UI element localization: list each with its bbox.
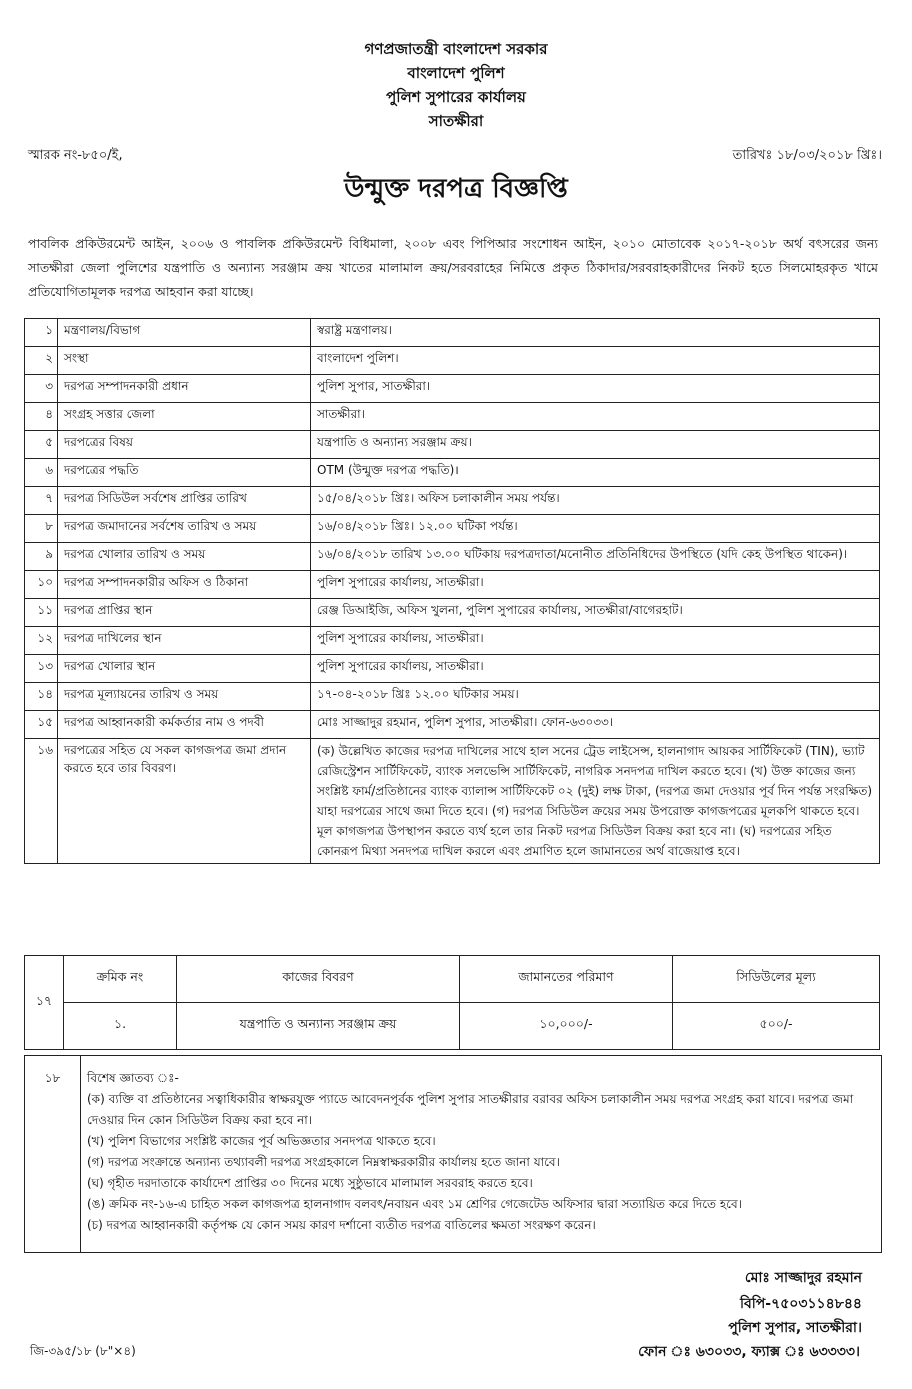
notes-title: বিশেষ জ্ঞাতব্য ঃ- [87, 1071, 179, 1085]
row-value: সাতক্ষীরা। [311, 403, 880, 431]
signatory-designation: পুলিশ সুপার, সাতক্ষীরা। [728, 1320, 862, 1336]
table-row [25, 375, 880, 403]
row-key: দরপত্র প্রাপ্তির স্থান [58, 599, 311, 627]
notice-date: তারিখঃ ১৮/০৩/২০১৮ খ্রিঃ। [732, 148, 882, 163]
row-number: ৯ [25, 543, 58, 571]
header-government: গণপ্রজাতন্ত্রী বাংলাদেশ সরকার [364, 40, 548, 58]
row-number: ৭ [25, 487, 58, 515]
table-row [25, 739, 880, 864]
row-value: স্বরাষ্ট্র মন্ত্রণালয়। [311, 319, 880, 347]
row-key: মন্ত্রণালয়/বিভাগ [58, 319, 311, 347]
price-table-header [25, 956, 880, 1003]
row-key: দরপত্রের বিষয় [58, 431, 311, 459]
table-row [25, 683, 880, 711]
row-number: ১০ [25, 571, 58, 599]
signatory-bp: বিপি-৭৫০৩১১৪৮৪৪ [739, 1296, 862, 1312]
row-number: ৬ [25, 459, 58, 487]
row-number: ১৭ [25, 956, 64, 1050]
row-key: সংস্থা [58, 347, 311, 375]
note-item: (ঙ) ক্রমিক নং-১৬-এ চাহিত সকল কাগজপত্র হালনাগাদ বলবৎ/নবায়ন এবং ১ম শ্রেণির গেজেটেড অফিসার দ্বারা সত্যায়িত করে দিতে হবে। [87, 1197, 742, 1211]
cell-security: ১০,০০০/- [460, 1003, 673, 1050]
cell-serial: ১. [64, 1003, 177, 1050]
table-row [25, 431, 880, 459]
note-item: (চ) দরপত্র আহ্বানকারী কর্তৃপক্ষ যে কোন সময় কারণ দর্শানো ব্যতীত দরপত্র বাতিলের ক্ষমতা সংরক্ষণ করেন। [87, 1218, 596, 1232]
row-key: দরপত্র সম্পাদনকারীর অফিস ও ঠিকানা [58, 571, 311, 599]
row-value: ১৫/০৪/২০১৮ খ্রিঃ। অফিস চলাকালীন সময় পর্যন্ত। [311, 487, 880, 515]
row-value: বাংলাদেশ পুলিশ। [311, 347, 880, 375]
table-row [25, 711, 880, 739]
row-value: ১৬/০৪/২০১৮ তারিখ ১৩.০০ ঘটিকায় দরপত্রদাতা/মনোনীত প্রতিনিধিদের উপস্থিতে (যদি কেহ উপস্থিত থাকেন)। [311, 543, 880, 571]
table-row [25, 347, 880, 375]
tender-info-table [24, 318, 880, 864]
row-value: (ক) উল্লেখিত কাজের দরপত্র দাখিলের সাথে হাল সনের ট্রেড লাইসেন্স, হালনাগাদ আয়কর সার্টিফিকেট (TIN), ভ্যাট রেজিস্ট্রেশন সার্টিফিকেট, ব্যাংক সলভেন্সি সার্টিফিকেট, নাগরিক সনদপত্র দাখিল করতে হবে। (খ) উক্ত কাজের জন্য সংশ্লিষ্ট ফার্ম/প্রতিষ্ঠানের ব্যাংক ব্যালান্স সার্টিফিকেট ০২ (দুই) লক্ষ টাকা, (দরপত্র জমা দেওয়ার পূর্ব দিন পর্যন্ত সংরক্ষিত) যাহা দরপত্রের সাথে জমা দিতে হবে। (গ) দরপত্র সিডিউল ক্রয়ের সময় উপরোক্ত কাগজপত্রের মূলকপি থাকতে হবে। মূল কাগজপত্র উপস্থাপন করতে ব্যর্থ হলে তার নিকট দরপত্র সিডিউল বিক্রয় করা হবে না। (ঘ) দরপত্রের সহিত কোনরূপ মিথ্যা সনদপত্র দাখিল করলে এবং প্রমাণিত হলে জামানতের অর্থ বাজেয়াপ্ত হবে। [311, 739, 880, 864]
table-row [25, 543, 880, 571]
row-value: পুলিশ সুপারের কার্যালয়, সাতক্ষীরা। [311, 627, 880, 655]
table-row [25, 1003, 880, 1050]
row-value: ১৬/০৪/২০১৮ খ্রিঃ। ১২.০০ ঘটিকা পর্যন্ত। [311, 515, 880, 543]
note-item: (ক) ব্যক্তি বা প্রতিষ্ঠানের সত্বাধিকারীর স্বাক্ষরযুক্ত প্যাডে আবেদনপূর্বক পুলিশ সুপার সাতক্ষীরার বরাবর অফিস চলাকালীন সময় দরপত্র সংগ্রহ করা যাবে। দরপত্র জমা দেওয়ার দিন কোন সিডিউল বিক্রয় করা হবে না। [87, 1092, 854, 1127]
row-number: ১১ [25, 599, 58, 627]
table-row [25, 487, 880, 515]
table-row [25, 515, 880, 543]
intro-paragraph: পাবলিক প্রকিউরমেন্ট আইন, ২০০৬ ও পাবলিক প্রকিউরমেন্ট বিধিমালা, ২০০৮ এবং পিপিআর সংশোধন আইন, ২০১০ মোতাবেক ২০১৭-২০১৮ অর্থ বৎসরের জন্য সাতক্ষীরা জেলা পুলিশের যন্ত্রপাতি ও অন্যান্য সরঞ্জাম ক্রয় খাতের মালামাল ক্রয়/সরবরাহের নিমিত্তে প্রকৃত ঠিকাদার/সরবরাহকারীদের নিকট হতে সিলমোহরকৃত খামে প্রতিযোগিতামূলক দরপত্র আহবান করা যাচ্ছে। [28, 236, 878, 299]
row-key: সংগ্রহ সত্তার জেলা [58, 403, 311, 431]
note-item: (গ) দরপত্র সংক্রান্তে অন্যান্য তথ্যাবলী দরপত্র সংগ্রহকালে নিম্নস্বাক্ষরকারীর কার্যালয় হতে জানা যাবে। [87, 1155, 560, 1169]
row-key: দরপত্র দাখিলের স্থান [58, 627, 311, 655]
row-number: ৫ [25, 431, 58, 459]
row-key: দরপত্র সিডিউল সর্বশেষ প্রাপ্তির তারিখ [58, 487, 311, 515]
row-value: পুলিশ সুপারের কার্যালয়, সাতক্ষীরা। [311, 571, 880, 599]
note-item: (খ) পুলিশ বিভাগের সংশ্লিষ্ট কাজের পূর্ব অভিজ্ঞতার সনদপত্র থাকতে হবে। [87, 1134, 436, 1148]
header-district: সাতক্ষীরা [428, 112, 484, 130]
row-value: পুলিশ সুপার, সাতক্ষীরা। [311, 375, 880, 403]
row-key: দরপত্রের পদ্ধতি [58, 459, 311, 487]
col-header-description: কাজের বিবরণ [177, 956, 460, 1003]
row-number: ৪ [25, 403, 58, 431]
col-header-security: জামানতের পরিমাণ [460, 956, 673, 1003]
row-key: দরপত্র মূল্যায়নের তারিখ ও সময় [58, 683, 311, 711]
row-value: OTM (উন্মুক্ত দরপত্র পদ্ধতি)। [311, 459, 880, 487]
row-value: রেঞ্জ ডিআইজি, অফিস খুলনা, পুলিশ সুপারের কার্যালয়, সাতক্ষীরা/বাগেরহাট। [311, 599, 880, 627]
signatory-name: মোঃ সাজ্জাদুর রহমান [744, 1270, 862, 1286]
row-key: দরপত্র জমাদানের সর্বশেষ তারিখ ও সময় [58, 515, 311, 543]
row-number: ১৮ [25, 1056, 81, 1252]
table-row [25, 571, 880, 599]
row-number: ১৬ [25, 739, 58, 864]
row-value: মোঃ সাজ্জাদুর রহমান, পুলিশ সুপার, সাতক্ষীরা। ফোন-৬৩০৩৩। [311, 711, 880, 739]
row-number: ২ [25, 347, 58, 375]
notes-body [87, 1068, 875, 1236]
cell-description: যন্ত্রপাতি ও অন্যান্য সরঞ্জাম ক্রয় [177, 1003, 460, 1050]
table-row [25, 459, 880, 487]
table-row [25, 403, 880, 431]
memo-number: স্মারক নং-৮৫০/ই, [28, 148, 123, 163]
col-header-serial: ক্রমিক নং [64, 956, 177, 1003]
row-value: ১৭-০৪-২০১৮ খ্রিঃ ১২.০০ ঘটিকার সময়। [311, 683, 880, 711]
row-value: পুলিশ সুপারের কার্যালয়, সাতক্ষীরা। [311, 655, 880, 683]
cell-schedule-price: ৫০০/- [673, 1003, 880, 1050]
row-number: ১৩ [25, 655, 58, 683]
special-notes-box [24, 1055, 882, 1253]
price-table [24, 955, 880, 1050]
row-number: ৩ [25, 375, 58, 403]
row-number: ১ [25, 319, 58, 347]
header-police: বাংলাদেশ পুলিশ [407, 64, 505, 82]
row-number: ১২ [25, 627, 58, 655]
row-key: দরপত্র খোলার স্থান [58, 655, 311, 683]
table-row [25, 655, 880, 683]
row-number: ১৫ [25, 711, 58, 739]
col-header-schedule-price: সিডিউলের মূল্য [673, 956, 880, 1003]
note-item: (ঘ) গৃহীত দরদাতাকে কার্যাদেশ প্রাপ্তির ৩০ দিনের মধ্যে সুষ্ঠুভাবে মালামাল সরবরাহ করতে হবে। [87, 1176, 533, 1190]
row-value: যন্ত্রপাতি ও অন্যান্য সরঞ্জাম ক্রয়। [311, 431, 880, 459]
print-code: জি-৩৯৫/১৮ (৮"×৪) [30, 1344, 136, 1358]
row-number: ১৪ [25, 683, 58, 711]
row-key: দরপত্র খোলার তারিখ ও সময় [58, 543, 311, 571]
row-key: দরপত্রের সহিত যে সকল কাগজপত্র জমা প্রদান করতে হবে তার বিবরণ। [58, 739, 311, 864]
row-key: দরপত্র আহ্বানকারী কর্মকর্তার নাম ও পদবী [58, 711, 311, 739]
header-office: পুলিশ সুপারের কার্যালয় [386, 88, 526, 106]
table-row [25, 319, 880, 347]
table-row [25, 599, 880, 627]
row-key: দরপত্র সম্পাদনকারী প্রধান [58, 375, 311, 403]
table-row [25, 627, 880, 655]
contact-phone-fax: ফোন ঃ ৬৩০৩৩, ফ্যাক্স ঃ ৬৩৩৩৩। [638, 1344, 860, 1360]
page-title: উন্মুক্ত দরপত্র বিজ্ঞপ্তি [344, 174, 568, 204]
row-number: ৮ [25, 515, 58, 543]
